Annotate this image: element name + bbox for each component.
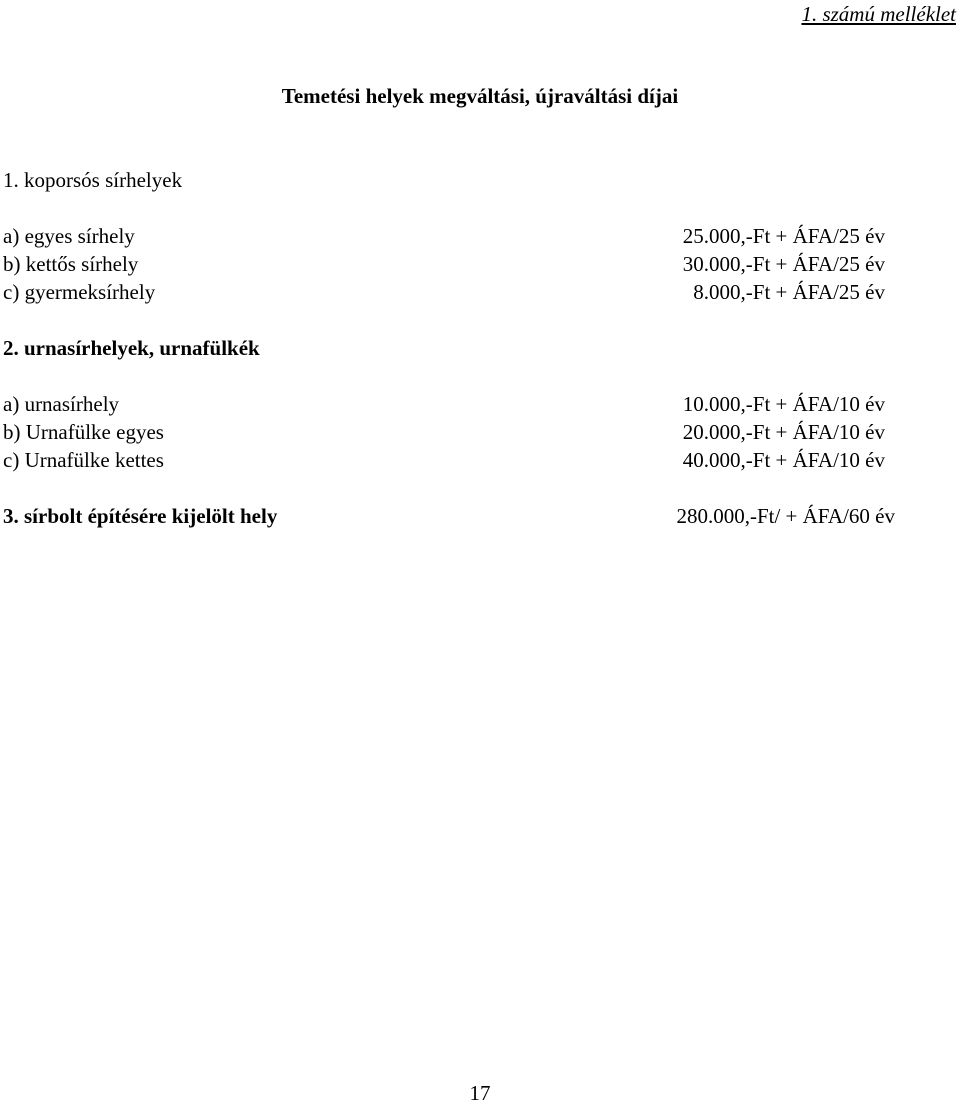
fee-label: a) urnasírhely <box>3 392 120 416</box>
section-coffin-plots <box>3 166 943 306</box>
annex-label: 1. számú melléklet <box>801 2 956 26</box>
fee-price: 10.000,-Ft + ÁFA/10 év <box>682 392 885 416</box>
section-heading: 3. sírbolt építésére kijelölt hely <box>3 504 278 528</box>
fee-label: c) Urnafülke kettes <box>3 448 164 472</box>
page-number: 17 <box>469 1081 491 1105</box>
fee-row <box>3 390 943 418</box>
fee-list <box>3 222 943 306</box>
fee-row <box>3 502 943 530</box>
fee-label: b) kettős sírhely <box>3 252 139 276</box>
fee-price: 40.000,-Ft + ÁFA/10 év <box>682 448 885 472</box>
fee-row <box>3 418 943 446</box>
fee-price: 30.000,-Ft + ÁFA/25 év <box>682 252 885 276</box>
fee-price: 8.000,-Ft + ÁFA/25 év <box>693 280 885 304</box>
fee-price: 20.000,-Ft + ÁFA/10 év <box>682 420 885 444</box>
section-crypt-site <box>3 502 943 530</box>
fee-label: a) egyes sírhely <box>3 224 135 248</box>
fee-row <box>3 446 943 474</box>
fee-row <box>3 278 943 306</box>
section-heading: 1. koporsós sírhelyek <box>3 168 183 192</box>
fee-label: c) gyermeksírhely <box>3 280 156 304</box>
fee-label: b) Urnafülke egyes <box>3 420 164 444</box>
fee-price: 280.000,-Ft/ + ÁFA/60 év <box>676 504 895 528</box>
section-urn-plots <box>3 334 943 474</box>
fee-price: 25.000,-Ft + ÁFA/25 év <box>682 224 885 248</box>
fee-row <box>3 222 943 250</box>
fee-row <box>3 250 943 278</box>
document-title: Temetési helyek megváltási, újraváltási díjai <box>281 84 679 108</box>
fee-list <box>3 390 943 474</box>
section-heading: 2. urnasírhelyek, urnafülkék <box>3 336 260 360</box>
